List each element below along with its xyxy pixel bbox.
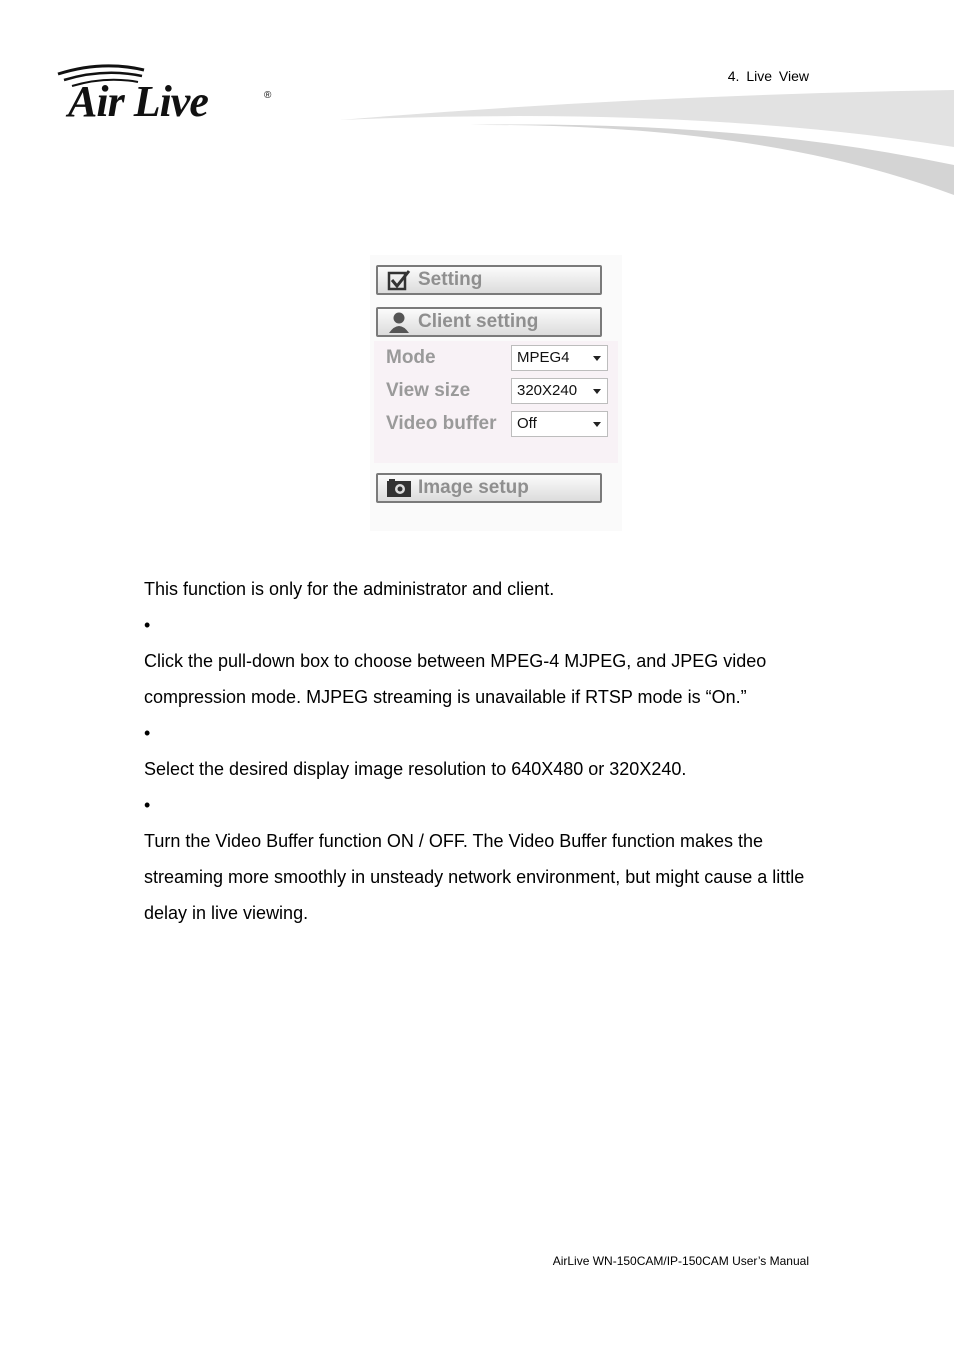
image-setup-label: Image setup <box>418 477 529 498</box>
view-size-label: View size <box>386 380 471 401</box>
mode-description: Click the pull-down box to choose between MPEG-4 MJPEG, and JPEG video compression mode. MJPEG streaming is unavailable if RTSP mode is “On.” <box>144 651 767 707</box>
settings-panel <box>370 255 622 531</box>
mode-value: MPEG4 <box>517 349 570 366</box>
page-footer: AirLive WN-150CAM/IP-150CAM User’s Manual <box>552 1254 809 1268</box>
image-setup-button[interactable] <box>376 473 602 503</box>
view-size-row <box>374 378 618 404</box>
setting-label: Setting <box>418 269 483 290</box>
client-setting-label: Client setting <box>418 311 539 332</box>
video-buffer-description: Turn the Video Buffer function ON / OFF. The Video Buffer function makes the streaming more smoothly in unsteady network environment, but might cause a little delay in live viewing. <box>144 831 805 923</box>
chapter-heading: 4. Live View <box>727 68 809 84</box>
header-swoosh-decoration <box>340 85 954 200</box>
video-buffer-row <box>374 411 618 437</box>
airlive-logo <box>52 60 282 130</box>
mode-select[interactable] <box>511 345 608 371</box>
bullet-view-size: • <box>144 723 151 743</box>
view-size-value: 320X240 <box>517 382 578 399</box>
view-size-select[interactable] <box>511 378 608 404</box>
user-icon <box>386 311 412 333</box>
checkbox-icon <box>386 269 412 291</box>
video-buffer-value: Off <box>517 415 537 432</box>
client-setting-button[interactable] <box>376 307 602 337</box>
camera-icon <box>386 477 412 499</box>
caret-down-icon <box>593 422 601 427</box>
setting-button[interactable] <box>376 265 602 295</box>
mode-label: Mode <box>386 347 436 368</box>
video-buffer-label: Video buffer <box>386 413 497 434</box>
view-size-description: Select the desired display image resolution to 640X480 or 320X240. <box>144 759 687 779</box>
video-buffer-select[interactable] <box>511 411 608 437</box>
client-setting-area <box>374 341 618 463</box>
bullet-mode: • <box>144 615 151 635</box>
mode-row <box>374 345 618 371</box>
bullet-video-buffer: • <box>144 795 151 815</box>
registered-mark: ® <box>264 90 272 101</box>
logo-text: Air Live <box>68 77 208 126</box>
caret-down-icon <box>593 356 601 361</box>
caret-down-icon <box>593 389 601 394</box>
intro-paragraph: This function is only for the administrator and client. <box>144 579 555 599</box>
